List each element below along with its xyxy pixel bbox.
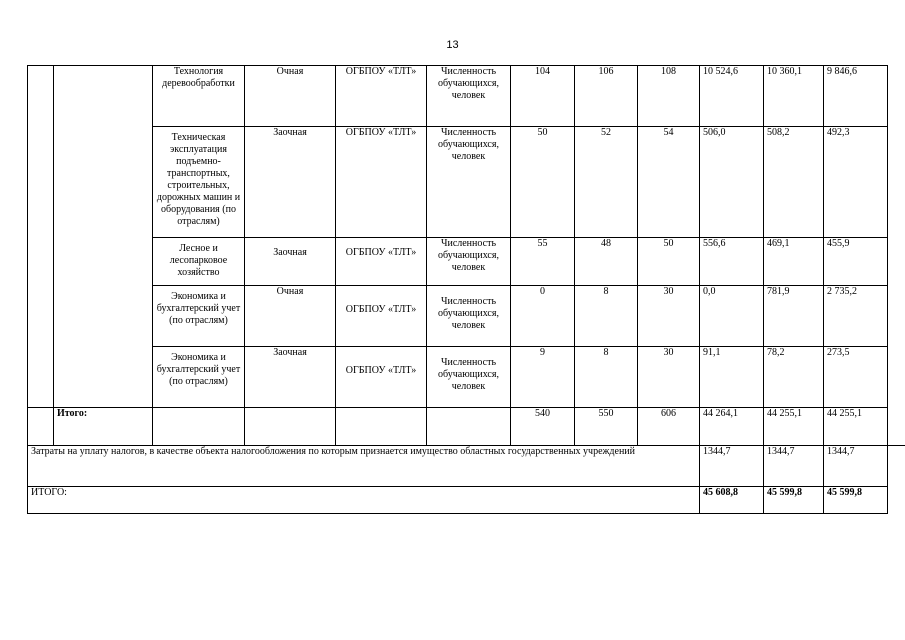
- count-year2: 106: [575, 66, 638, 127]
- empty-cell: [245, 408, 336, 446]
- institution-cell: ОГБПОУ «ТЛТ»: [336, 347, 427, 408]
- institution-cell: ОГБПОУ «ТЛТ»: [336, 238, 427, 286]
- tax-amount-year1: 1344,7: [700, 446, 764, 487]
- count-year1: 0: [511, 286, 575, 347]
- indicator-cell: Численность обучающихся, человек: [427, 127, 511, 238]
- subtotal-amount-year2: 44 255,1: [764, 408, 824, 446]
- grand-total-amount-year2: 45 599,8: [764, 487, 824, 514]
- count-year1: 55: [511, 238, 575, 286]
- count-year3: 30: [638, 347, 700, 408]
- tax-label: Затраты на уплату налогов, в качестве объекта налогообложения по которым признается имущество областных государственных учреждений: [28, 446, 700, 487]
- amount-year2: 10 360,1: [764, 66, 824, 127]
- institution-cell: ОГБПОУ «ТЛТ»: [336, 66, 427, 127]
- form-cell: Заочная: [245, 347, 336, 408]
- grand-total-row: [28, 487, 888, 514]
- table-row: [28, 238, 888, 286]
- institution-cell: ОГБПОУ «ТЛТ»: [336, 127, 427, 238]
- count-year3: 108: [638, 66, 700, 127]
- amount-year3: 492,3: [824, 127, 888, 238]
- specialty-cell: Экономика и бухгалтерский учет (по отраслям): [153, 286, 245, 347]
- amount-year2: 469,1: [764, 238, 824, 286]
- subtotal-amount-year1: 44 264,1: [700, 408, 764, 446]
- amount-year2: 508,2: [764, 127, 824, 238]
- amount-year2: 78,2: [764, 347, 824, 408]
- count-year3: 50: [638, 238, 700, 286]
- specialty-cell: Лесное и лесопарковое хозяйство: [153, 238, 245, 286]
- count-year2: 8: [575, 286, 638, 347]
- count-year2: 52: [575, 127, 638, 238]
- form-cell: Заочная: [245, 238, 336, 286]
- count-year2: 8: [575, 347, 638, 408]
- page-number: 13: [446, 39, 459, 51]
- form-cell: Заочная: [245, 127, 336, 238]
- subtotal-amount-year3: 44 255,1: [824, 408, 888, 446]
- amount-year1: 10 524,6: [700, 66, 764, 127]
- amount-year1: 91,1: [700, 347, 764, 408]
- indicator-cell: Численность обучающихся, человек: [427, 347, 511, 408]
- count-year2: 48: [575, 238, 638, 286]
- amount-year3: 9 846,6: [824, 66, 888, 127]
- indicator-cell: Численность обучающихся, человек: [427, 66, 511, 127]
- grand-total-amount-year1: 45 608,8: [700, 487, 764, 514]
- amount-year3: 455,9: [824, 238, 888, 286]
- count-year3: 30: [638, 286, 700, 347]
- index-cell: [28, 408, 54, 446]
- specialty-cell: Экономика и бухгалтерский учет (по отраслям): [153, 347, 245, 408]
- grand-total-amount-year3: 45 599,8: [824, 487, 888, 514]
- count-year1: 104: [511, 66, 575, 127]
- amount-year2: 781,9: [764, 286, 824, 347]
- table-row: [28, 127, 888, 238]
- subtotal-label: Итого:: [54, 408, 153, 446]
- subtotal-count-year3: 606: [638, 408, 700, 446]
- empty-cell: [427, 408, 511, 446]
- tax-row: [28, 446, 888, 487]
- amount-year1: 506,0: [700, 127, 764, 238]
- form-cell: Очная: [245, 286, 336, 347]
- tax-amount-year2: 1344,7: [764, 446, 824, 487]
- table-extension-line: [887, 445, 905, 446]
- table-row: [28, 66, 888, 127]
- indicator-cell: Численность обучающихся, человек: [427, 286, 511, 347]
- subtotal-count-year2: 550: [575, 408, 638, 446]
- form-cell: Очная: [245, 66, 336, 127]
- empty-cell: [336, 408, 427, 446]
- amount-year1: 556,6: [700, 238, 764, 286]
- grand-total-label: ИТОГО:: [28, 487, 700, 514]
- subtotal-count-year1: 540: [511, 408, 575, 446]
- count-year1: 9: [511, 347, 575, 408]
- program-cell: [54, 66, 153, 408]
- count-year3: 54: [638, 127, 700, 238]
- amount-year1: 0,0: [700, 286, 764, 347]
- count-year1: 50: [511, 127, 575, 238]
- institution-cell: ОГБПОУ «ТЛТ»: [336, 286, 427, 347]
- amount-year3: 2 735,2: [824, 286, 888, 347]
- indicator-cell: Численность обучающихся, человек: [427, 238, 511, 286]
- index-cell: [28, 66, 54, 408]
- tax-amount-year3: 1344,7: [824, 446, 888, 487]
- table-row: [28, 286, 888, 347]
- amount-year3: 273,5: [824, 347, 888, 408]
- table-row: [28, 347, 888, 408]
- budget-table: [27, 65, 888, 514]
- specialty-cell: Технология деревообработки: [153, 66, 245, 127]
- specialty-cell: Техническая эксплуатация подъемно-транспортных, строительных, дорожных машин и оборудования (по отраслям): [153, 127, 245, 238]
- subtotal-row: [28, 408, 888, 446]
- empty-cell: [153, 408, 245, 446]
